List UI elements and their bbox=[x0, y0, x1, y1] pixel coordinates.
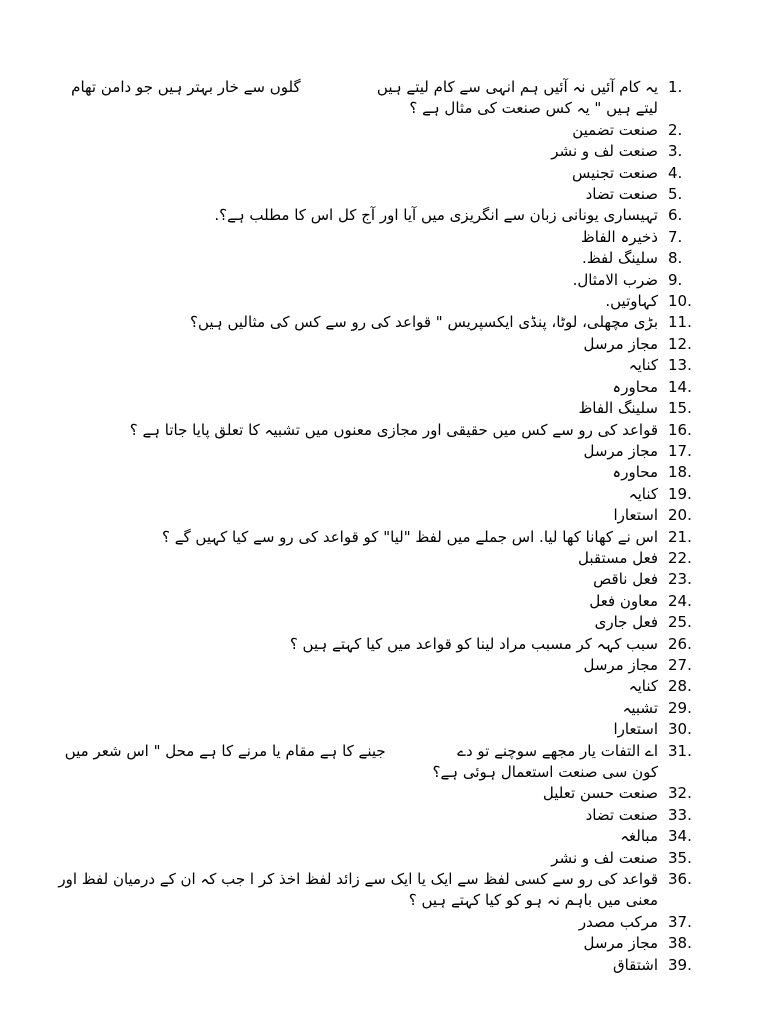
item-text: یہ کام آئیں نہ آئیں ہم انہی سے کام لیتے ہیں گلوں سے خار بہتر ہیں جو دامن تھام لیتے ہیں " یہ کس صنعت کی مثال ہے ؟ bbox=[66, 78, 658, 118]
item-text: فعل مستقبل bbox=[578, 548, 658, 567]
item-text: مجاز مرسل bbox=[583, 655, 658, 674]
list-item bbox=[50, 141, 710, 162]
item-number: 10. bbox=[668, 292, 692, 311]
item-number: 37. bbox=[668, 912, 692, 931]
item-number: 30. bbox=[668, 720, 692, 739]
list-item bbox=[50, 205, 710, 226]
item-text: اشتقاق bbox=[612, 955, 658, 974]
item-number: 12. bbox=[668, 334, 692, 353]
item-number: 24. bbox=[668, 591, 692, 610]
item-number: 15. bbox=[668, 399, 692, 418]
list-item bbox=[50, 248, 710, 269]
item-number: 3. bbox=[668, 142, 683, 161]
item-number: 7. bbox=[668, 227, 683, 246]
item-text: ضرب الامثال. bbox=[572, 270, 658, 289]
item-number: 25. bbox=[668, 613, 692, 632]
item-number: 39. bbox=[668, 955, 692, 974]
list-item bbox=[50, 462, 710, 483]
list-item bbox=[50, 719, 710, 740]
item-text: استعارا bbox=[613, 720, 658, 739]
list-item bbox=[50, 848, 710, 869]
item-number: 27. bbox=[668, 655, 692, 674]
list-item bbox=[50, 612, 710, 633]
item-text: کنایہ bbox=[628, 356, 658, 375]
item-number: 19. bbox=[668, 484, 692, 503]
list-item bbox=[50, 933, 710, 954]
list-item bbox=[50, 377, 710, 398]
item-text: مجاز مرسل bbox=[583, 334, 658, 353]
item-number: 35. bbox=[668, 848, 692, 867]
item-number: 28. bbox=[668, 677, 692, 696]
item-text: اس نے کھانا کھا لیا. اس جملے میں لفظ "لیا" کو قواعد کی رو سے کیا کہیں گے ؟ bbox=[161, 527, 658, 546]
list-item bbox=[50, 698, 710, 719]
list-item bbox=[50, 312, 710, 333]
item-text: صنعت لف و نشر bbox=[551, 848, 658, 867]
item-number: 18. bbox=[668, 463, 692, 482]
item-text: محاورہ bbox=[612, 463, 658, 482]
item-number: 17. bbox=[668, 441, 692, 460]
item-number: 36. bbox=[668, 870, 692, 889]
item-number: 29. bbox=[668, 698, 692, 717]
item-text: مبالغہ bbox=[620, 827, 658, 846]
item-text: مجاز مرسل bbox=[583, 934, 658, 953]
item-text: سبب کہہ کر مسبب مراد لینا کو قواعد میں کیا کہتے ہیں ؟ bbox=[289, 634, 658, 653]
list-item bbox=[50, 912, 710, 933]
item-text: صنعت تجنیس bbox=[571, 163, 658, 182]
list-item bbox=[50, 955, 710, 976]
item-number: 20. bbox=[668, 506, 692, 525]
list-item bbox=[50, 676, 710, 697]
list-item bbox=[50, 420, 710, 441]
question-list bbox=[50, 77, 710, 976]
item-number: 16. bbox=[668, 420, 692, 439]
item-text: بڑی مچھلی، لوٹا، پنڈی ایکسپریس " قواعد کی رو سے کس کی مثالیں ہیں؟ bbox=[190, 313, 658, 332]
list-item bbox=[50, 484, 710, 505]
item-number: 1. bbox=[668, 78, 683, 96]
item-number: 8. bbox=[668, 249, 683, 268]
list-item bbox=[50, 398, 710, 419]
item-number: 6. bbox=[668, 206, 683, 225]
item-number: 38. bbox=[668, 934, 692, 953]
list-item bbox=[50, 227, 710, 248]
list-item bbox=[50, 826, 710, 847]
item-number: 26. bbox=[668, 634, 692, 653]
item-text: سلینگ الفاظ bbox=[578, 399, 658, 418]
item-text: استعارا bbox=[613, 506, 658, 525]
item-text: صنعت تضاد bbox=[585, 185, 658, 204]
item-number: 23. bbox=[668, 570, 692, 589]
item-number: 21. bbox=[668, 527, 692, 546]
item-text: مرکب مصدر bbox=[578, 912, 658, 931]
item-number: 34. bbox=[668, 827, 692, 846]
item-number: 9. bbox=[668, 270, 683, 289]
item-text: اے التفات یار مجھے سوچنے تو دے جینے کا ہے مقام یا مرنے کا ہے محل " اس شعر میں کون سی صنعت استعمال ہوئی ہے؟ bbox=[59, 741, 658, 781]
item-text: قواعد کی رو سے کس میں حقیقی اور مجازی معنوں میں تشبیہ کا تعلق پایا جاتا ہے ؟ bbox=[129, 420, 658, 439]
item-number: 14. bbox=[668, 377, 692, 396]
item-text: صنعت تضاد bbox=[585, 805, 658, 824]
item-text: فعل ناقص bbox=[593, 570, 658, 589]
item-text: ذخیرہ الفاظ bbox=[580, 227, 658, 246]
item-text: فعل جاری bbox=[594, 613, 658, 632]
item-text: قواعد کی رو سے کسی لفظ سے ایک یا ایک سے زائد لفظ اخذ کر ا جب کہ ان کے درمیان لفظ اور معنی میں باہم نہ ہو کو کیا کہتے ہیں ؟ bbox=[53, 870, 658, 910]
list-item bbox=[50, 291, 710, 312]
list-item bbox=[50, 334, 710, 355]
item-text: کنایہ bbox=[628, 677, 658, 696]
list-item bbox=[50, 270, 710, 291]
item-number: 13. bbox=[668, 356, 692, 375]
item-number: 31. bbox=[668, 741, 692, 760]
list-item bbox=[50, 548, 710, 569]
item-number: 4. bbox=[668, 163, 683, 182]
list-item bbox=[50, 441, 710, 462]
item-text: کہاوتیں. bbox=[605, 292, 658, 311]
item-text: محاورہ bbox=[612, 377, 658, 396]
item-text: کنایہ bbox=[628, 484, 658, 503]
item-number: 5. bbox=[668, 185, 683, 204]
list-item bbox=[50, 783, 710, 804]
list-item bbox=[50, 869, 710, 912]
list-item bbox=[50, 120, 710, 141]
item-number: 11. bbox=[668, 313, 692, 332]
item-text: صنعت لف و نشر bbox=[551, 142, 658, 161]
item-number: 22. bbox=[668, 548, 692, 567]
item-text: صنعت تضمین bbox=[572, 120, 658, 139]
item-number: 33. bbox=[668, 805, 692, 824]
item-number: 32. bbox=[668, 784, 692, 803]
list-item bbox=[50, 569, 710, 590]
list-item bbox=[50, 505, 710, 526]
item-text: تہیساری یونانی زبان سے انگریزی میں آیا اور آج کل اس کا مطلب ہے؟. bbox=[214, 206, 658, 225]
item-text: صنعت حسن تعلیل bbox=[542, 784, 658, 803]
list-item bbox=[50, 655, 710, 676]
item-text: تشبیہ bbox=[622, 698, 658, 717]
list-item bbox=[50, 77, 710, 120]
list-item bbox=[50, 355, 710, 376]
item-text: مجاز مرسل bbox=[583, 441, 658, 460]
list-item bbox=[50, 805, 710, 826]
list-item bbox=[50, 591, 710, 612]
list-item bbox=[50, 184, 710, 205]
item-text: معاون فعل bbox=[589, 591, 658, 610]
list-item bbox=[50, 527, 710, 548]
item-number: 2. bbox=[668, 120, 683, 139]
list-item bbox=[50, 163, 710, 184]
list-item bbox=[50, 634, 710, 655]
item-text: سلینگ لفظ. bbox=[582, 249, 658, 268]
list-item bbox=[50, 741, 710, 784]
